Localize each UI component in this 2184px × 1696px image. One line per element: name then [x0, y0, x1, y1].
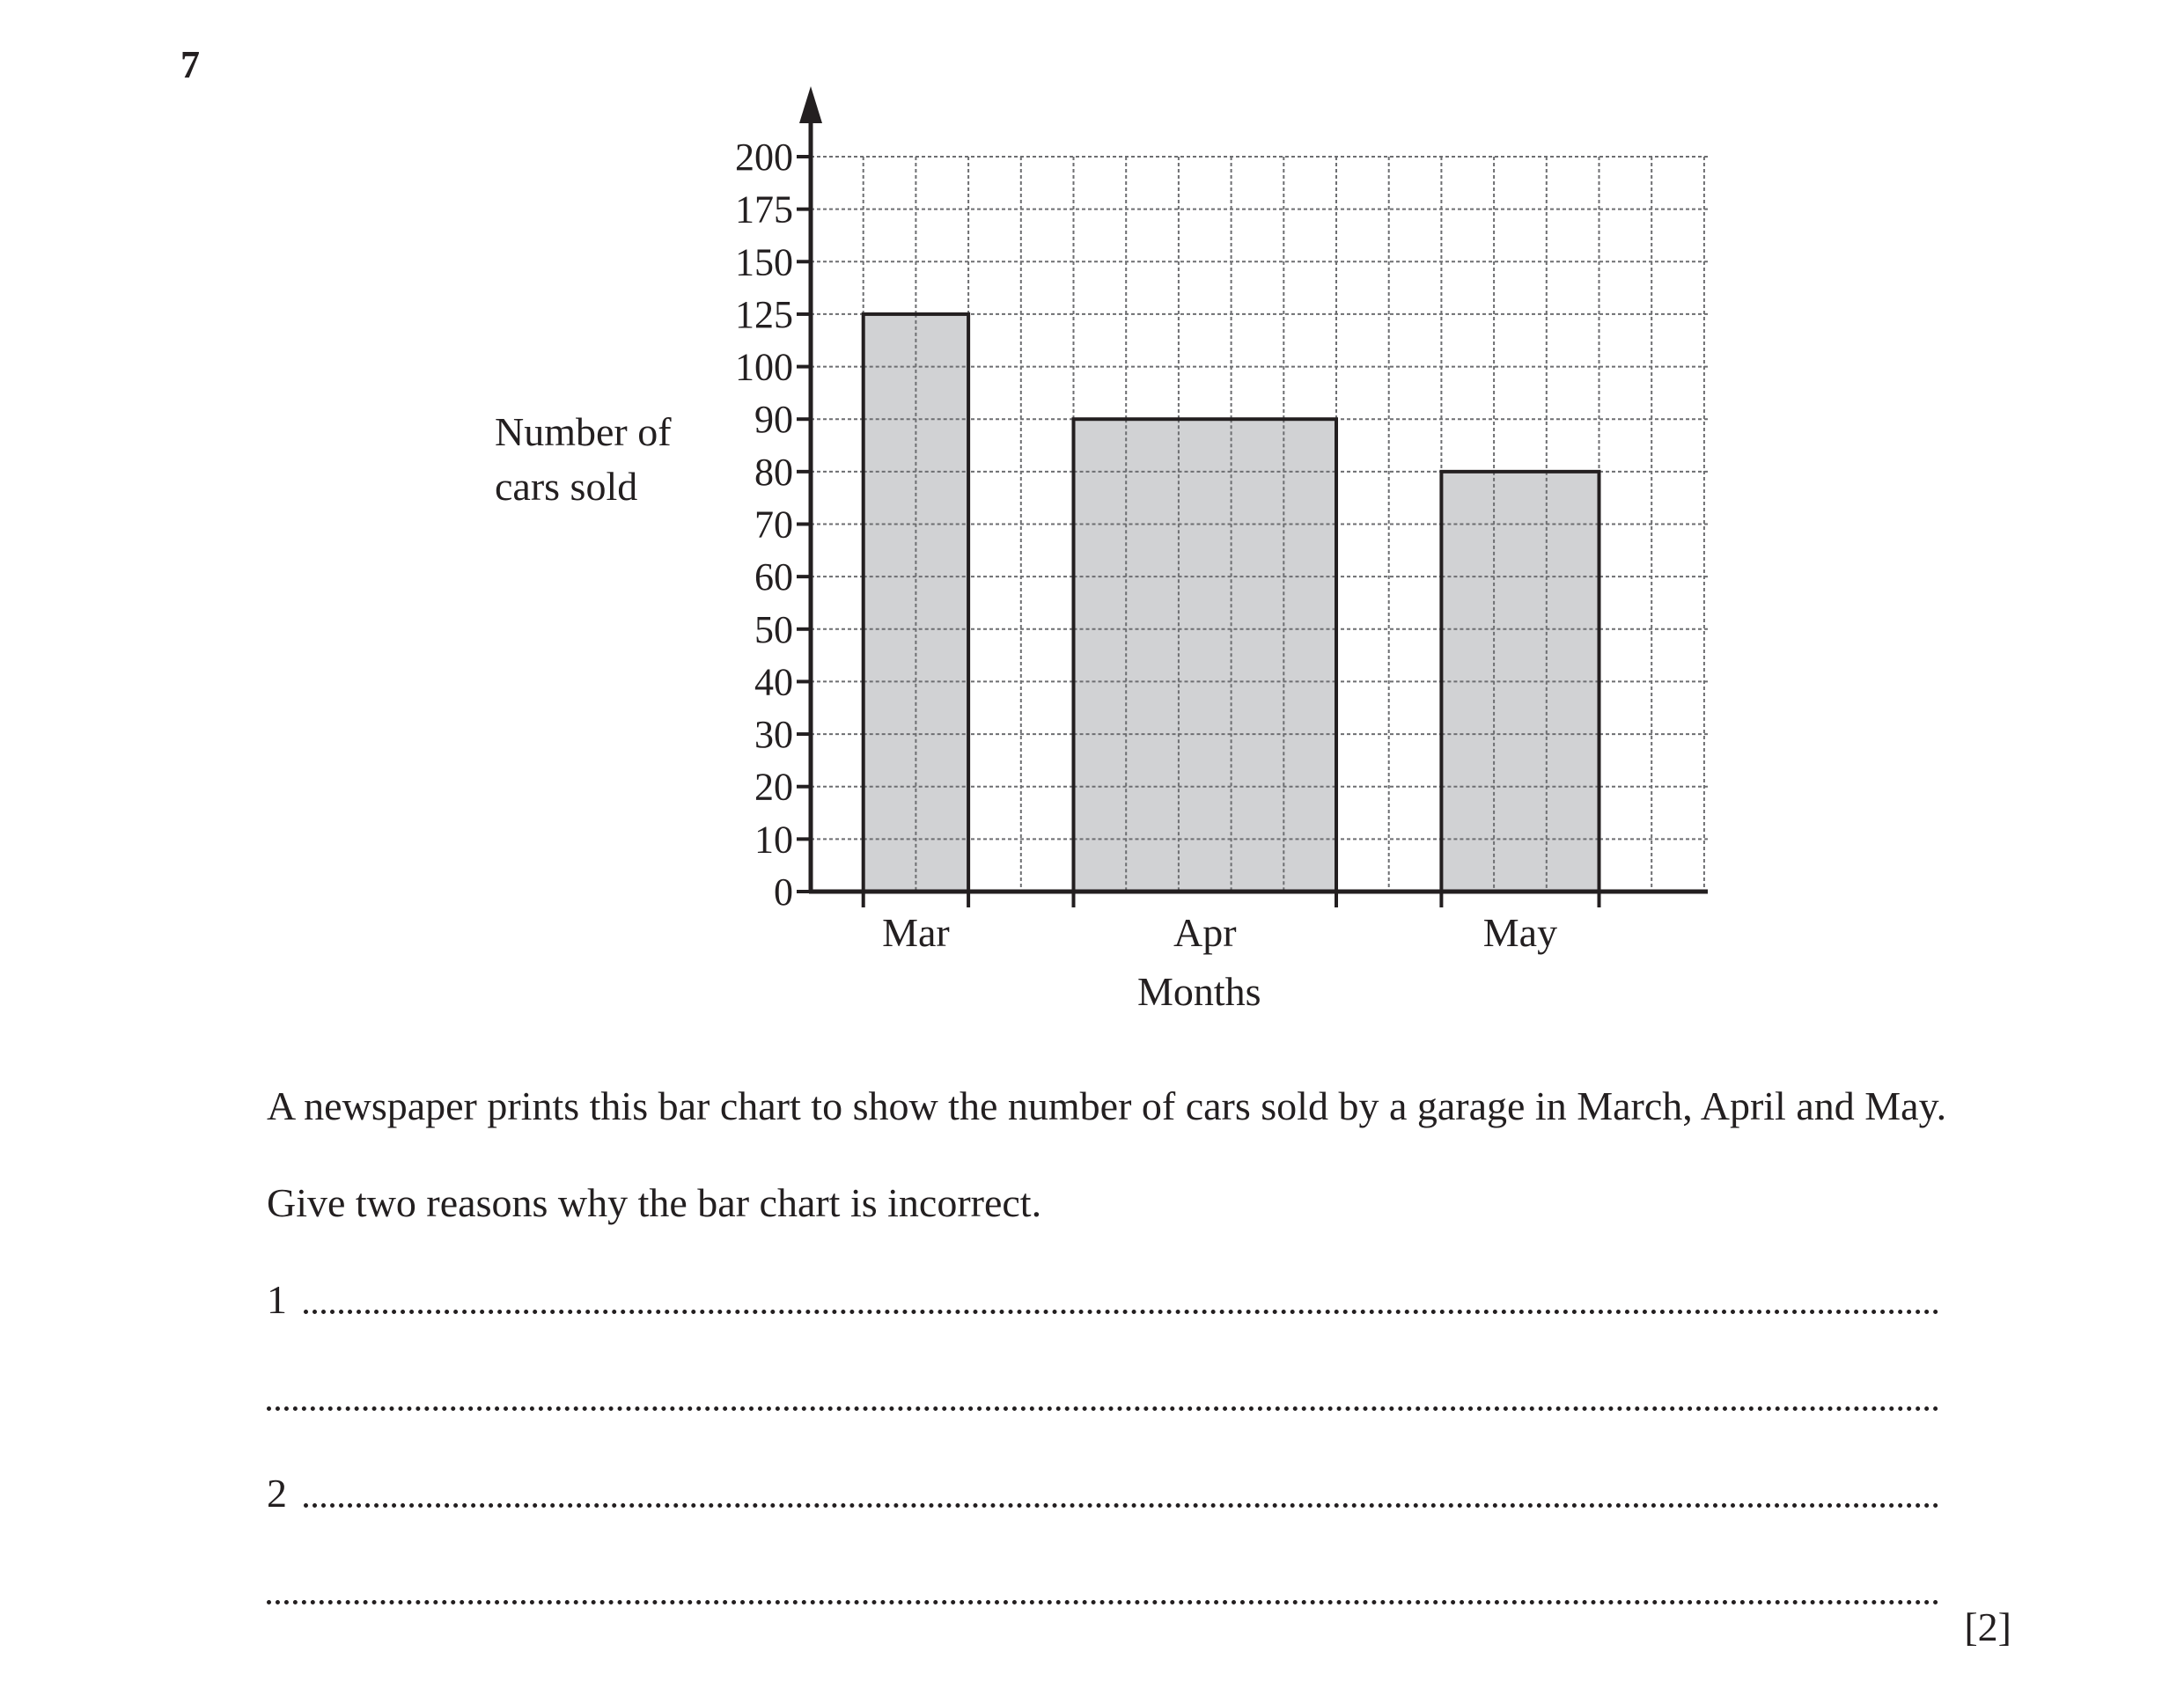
question-number: 7 — [180, 43, 200, 86]
bar-may — [1441, 472, 1599, 892]
y-tick-label: 80 — [754, 450, 793, 494]
chart-bars — [864, 314, 1599, 892]
y-tick-label: 100 — [735, 345, 793, 389]
y-tick-label: 70 — [754, 503, 793, 547]
y-axis-label-line-2: cars sold — [495, 464, 638, 509]
y-axis-ticks — [735, 136, 811, 914]
answer-2-continuation-line[interactable] — [267, 1600, 1939, 1604]
y-tick-label: 10 — [754, 818, 793, 862]
y-tick-label: 20 — [754, 765, 793, 809]
y-tick-label: 0 — [774, 870, 793, 914]
x-tick-label-may: May — [1482, 910, 1558, 955]
x-tick-label-mar: Mar — [882, 910, 950, 955]
y-tick-label: 90 — [754, 398, 793, 442]
y-axis-arrow — [799, 86, 822, 123]
y-axis-label — [495, 405, 672, 514]
y-tick-label: 60 — [754, 555, 793, 599]
x-axis-label: Months — [1137, 969, 1261, 1014]
answer-1-line[interactable] — [304, 1310, 1939, 1314]
x-tick-label-apr: Apr — [1173, 910, 1237, 955]
y-tick-label: 200 — [735, 136, 793, 179]
answer-1-continuation-line[interactable] — [267, 1406, 1939, 1411]
answer-1-label: 1 — [267, 1277, 287, 1322]
y-tick-label: 40 — [754, 660, 793, 704]
question-instruction: Give two reasons why the bar chart is incorrect. — [267, 1180, 1042, 1225]
y-tick-label: 150 — [735, 240, 793, 284]
bar-apr — [1074, 419, 1337, 892]
x-axis-ticks — [864, 892, 1599, 955]
answer-2-label: 2 — [267, 1471, 287, 1516]
y-axis-label-line-1: Number of — [495, 409, 672, 454]
answer-2-line[interactable] — [304, 1503, 1939, 1508]
question-statement: A newspaper prints this bar chart to show the number of cars sold by a garage in March, April and May. — [267, 1083, 1947, 1128]
y-tick-label: 50 — [754, 607, 793, 651]
y-tick-label: 125 — [735, 292, 793, 336]
y-tick-label: 175 — [735, 187, 793, 231]
marks-available: [2] — [1964, 1604, 2011, 1649]
y-tick-label: 30 — [754, 713, 793, 757]
